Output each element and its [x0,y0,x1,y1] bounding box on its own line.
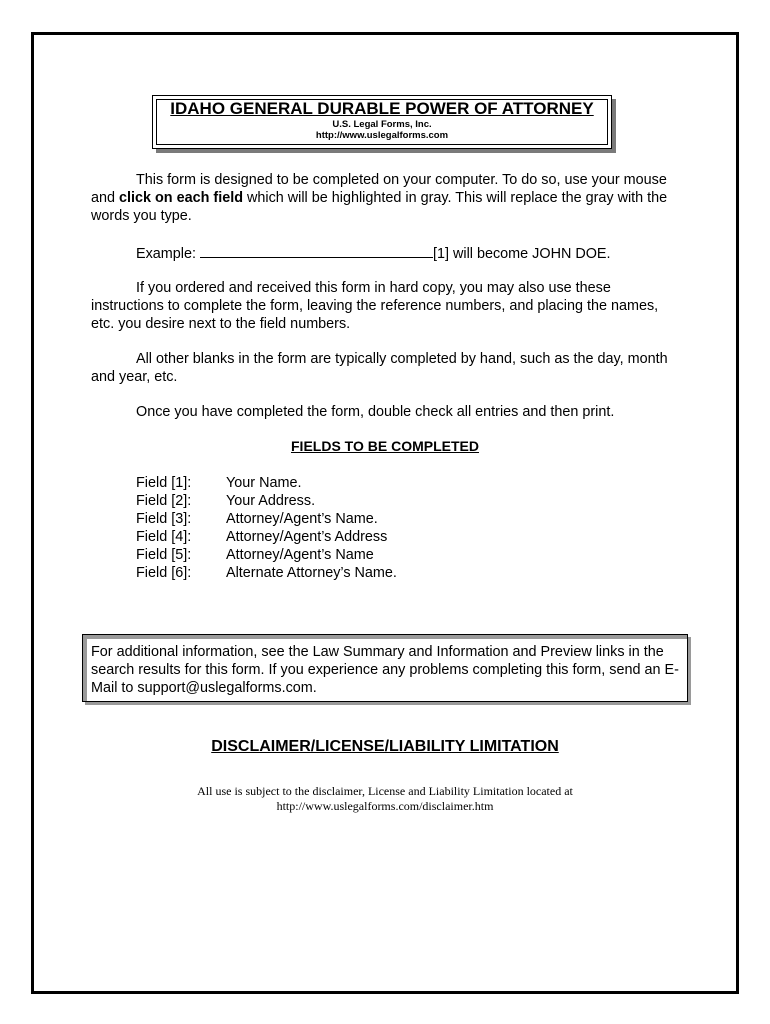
fields-title: FIELDS TO BE COMPLETED [291,438,479,454]
intro-text-b: which will be highlighted in gray. This will replace the gray with the words you type. [91,190,668,224]
field-key: Field [4]: [136,529,192,545]
title-box [152,95,612,149]
field-row [136,546,397,564]
field-value: Your Name. [226,475,302,491]
field-value: Your Address. [226,493,316,509]
once-completed-paragraph [91,403,681,421]
info-box [82,634,688,702]
other-blanks-text: All other blanks in the form are typically completed by hand, such as the day, month and year, etc. [91,351,668,385]
intro-paragraph [91,171,681,225]
info-text: For additional information, see the Law Summary and Information and Preview links in the search results for this form. If you experience any problems completing this form, send an E-Mail to support@uslegalforms.com. [91,644,679,696]
field-key: Field [5]: [136,547,192,563]
field-value: Alternate Attorney’s Name. [226,565,397,581]
disclaimer-link[interactable]: http://www.uslegalforms.com/disclaimer.htm [276,799,494,813]
field-row [136,564,397,582]
field-row [136,528,397,546]
field-list [136,474,397,582]
example-suffix: [1] will become JOHN DOE. [433,246,611,262]
title-box-inner-border [156,99,608,145]
field-key: Field [3]: [136,511,192,527]
hard-copy-text: If you ordered and received this form in hard copy, you may also use these instructions to complete the form, leaving the reference numbers, and placing the names, etc. you desire next to the field numbers. [91,280,659,332]
other-blanks-paragraph [91,350,681,386]
disclaimer-line-1: All use is subject to the disclaimer, License and Liability Limitation located at [197,784,573,798]
intro-text-a: This form is designed to be completed on your computer. To do so, use your mouse and [91,172,667,206]
example-paragraph [91,243,681,263]
hard-copy-paragraph [91,279,681,333]
document-title: IDAHO GENERAL DURABLE POWER OF ATTORNEY [170,99,594,118]
disclaimer-text [0,784,770,814]
field-row [136,474,397,492]
field-value: Attorney/Agent’s Name. [226,511,378,527]
field-key: Field [1]: [136,475,192,491]
field-value: Attorney/Agent’s Address [226,529,388,545]
field-row [136,492,397,510]
field-key: Field [2]: [136,493,192,509]
once-completed-text: Once you have completed the form, double check all entries and then print. [136,404,615,420]
field-value: Attorney/Agent’s Name [226,547,374,563]
company-name: U.S. Legal Forms, Inc. [332,119,432,130]
field-key: Field [6]: [136,565,192,581]
field-row [136,510,397,528]
disclaimer-title: DISCLAIMER/LICENSE/LIABILITY LIMITATION [211,738,559,755]
intro-text-bold: click on each field [119,190,243,206]
example-label: Example: [136,246,200,262]
company-url: http://www.uslegalforms.com [315,130,449,141]
example-blank-line [200,243,433,258]
